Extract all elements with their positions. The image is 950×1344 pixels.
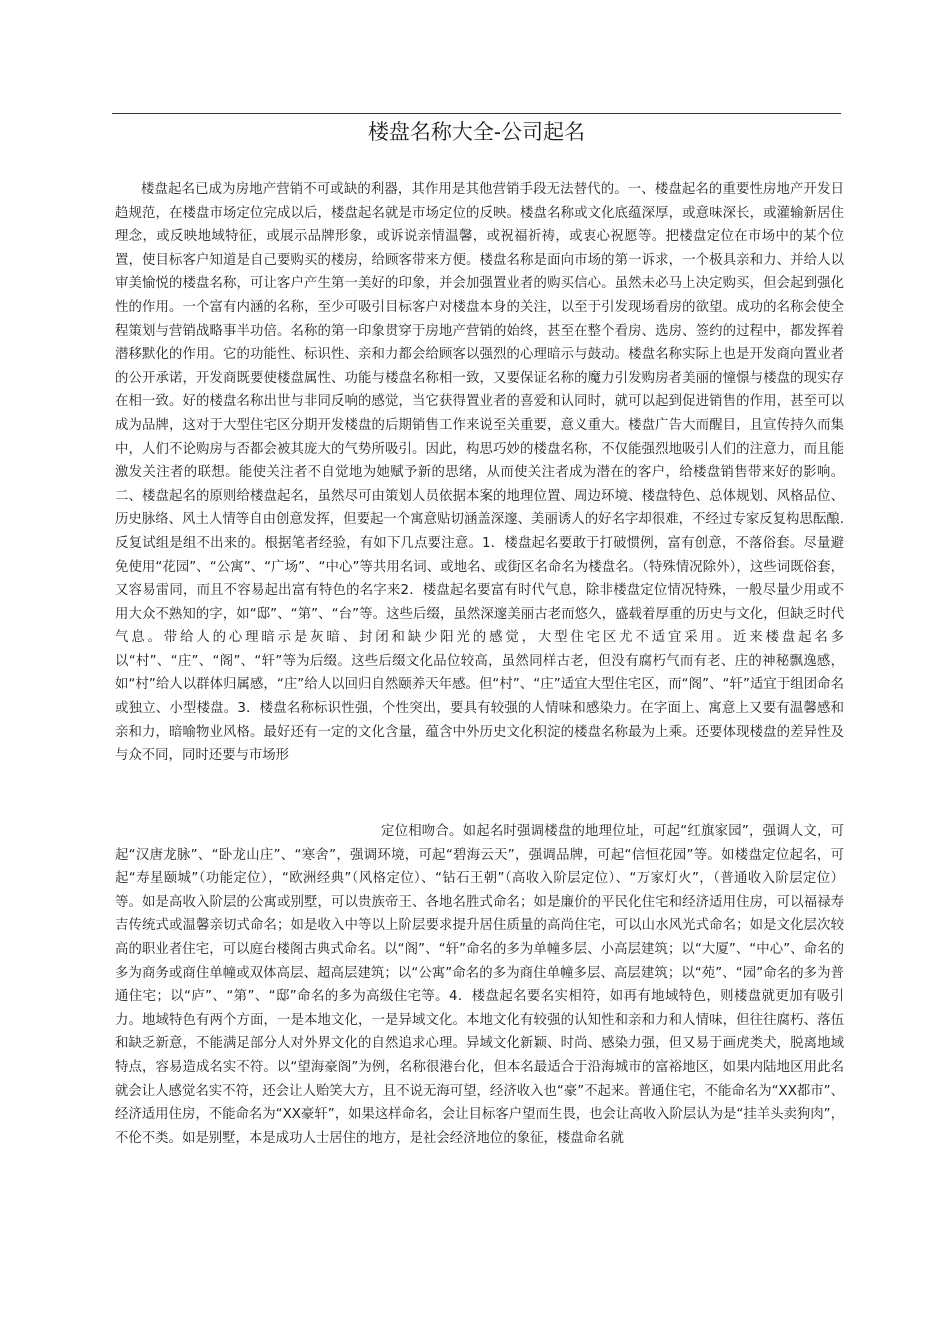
body-paragraph-1: 楼盘起名已成为房地产营销不可或缺的利器，其作用是其他营销手段无法替代的。一、楼盘起名的重要性房地产开发日趋规范，在楼盘市场定位完成以后，楼盘起名就是市场定位的反映。楼盘名称或文化底蕴深厚，或意味深长，或灌输新居住理念，或反映地域特征，或展示品牌形象，或诉说亲情温馨，或祝福祈祷，或衷心祝愿等。把楼盘定位在市场中的某个位置，使目标客户知道是自己要购买的楼房，给顾客带来方便。楼盘名称是面向市场的第一诉求，一个极具亲和力、并给人以审美愉悦的楼盘名称，可让客户产生第一美好的印象，并会加强置业者的购买信心。虽然未必马上决定购买，但会起到强化性的作用。一个富有内涵的名称，至少可吸引目标客户对楼盘本身的关注，以至于引发现场看房的欲望。成功的名称会使全程策划与营销战略事半功倍。名称的第一印象贯穿于房地产营销的始终，甚至在整个看房、选房、签约的过程中，都发挥着潜移默化的作用。它的功能性、标识性、亲和力都会给顾客以强烈的心理暗示与鼓动。楼盘名称实际上也是开发商向置业者的公开承诺，开发商既要使楼盘属性、功能与楼盘名称相一致，又要保证名称的魔力引发购房者美丽的憧憬与楼盘的现实存在相一致。好的楼盘名称出世与非同反响的感觉，当它获得置业者的喜爱和认同时，就可以起到促进销售的作用，甚至可以成为品牌，这对于大型住宅区分期开发楼盘的后期销售工作来说至关重要，意义重大。楼盘广告大而醒目，且宣传持久而集中，人们不论购房与否都会被其庞大的气势所吸引。因此，构思巧妙的楼盘名称，不仅能强烈地吸引人们的注意力，而且能激发关注者的联想。能使关注者不自觉地为她赋予新的思绪，从而使关注者成为潜在的客户，给楼盘销售带来好的影响。二、楼盘起名的原则给楼盘起名，虽然尽可由策划人员依据本案的地理位置、周边环境、楼盘特色、总体规划、风格品位、历史脉络、风土人情等自由创意发挥，但要起一个寓意贴切涵盖深邃、美丽诱人的好名字却很难，不经过专家反复构思酝酿.反复试组是组不出来的。根据笔者经验，有如下几点要注意。1．楼盘起名要敢于打破惯例，富有创意，不落俗套。尽量避免使用“花园”、“公寓”、“广场”、“中心”等共用名词、或地名、或街区名命名为楼盘名。（特殊情况除外），这些词既俗套，又容易雷同，而且不容易起出富有特色的名字来2．楼盘起名要富有时代气息，除非楼盘定位情况特殊，一般尽量少用或不用大众不熟知的字，如“邸”、“第”、“台”等。这些后缀，虽然深邃美丽古老而悠久，盛载着厚重的历史与文化，但缺乏时代气息。带给人的心理暗示是灰暗、封闭和缺少阳光的感觉，大型住宅区尤不适宜采用。近来楼盘起名多以“村”、“庄”、“阁”、“轩”等为后缀。这些后缀文化品位较高，虽然同样古老，但没有腐朽气而有老、庄的神秘飘逸感，如“村”给人以群体归属感，“庄”给人以回归自然颐养天年感。但“村”、“庄”适宜大型住宅区，而“阁”、“轩”适宜于组团命名或独立、小型楼盘。3．楼盘名称标识性强，个性突出，要具有较强的人情味和感染力。在字面上、寓意上又要有温馨感和亲和力，暗喻物业风格。最好还有一定的文化含量，蕴含中外历史文化积淀的楼盘名称最为上乘。还要体现楼盘的差异性及与众不同，同时还要与市场形: [115, 182, 844, 764]
header-rule: [112, 113, 841, 114]
body-paragraph-2: 定位相吻合。如起名时强调楼盘的地理位址，可起“红旗家园”，强调人文，可起“汉唐龙脉”、“卧龙山庄”、“寒舍”，强调环境，可起“碧海云天”，强调品牌，可起“信恒花园”等。如楼盘定位起名，可起“寿星颐城”（功能定位），“欧洲经典”（风格定位）、“钻石王朝”（高收入阶层定位）、“万家灯火”，（普通收入阶层定位）等。如是高收入阶层的公寓或别墅，可以贵族帝王、各地名胜式命名；如是廉价的平民化住宅和经济适用住房，可以福禄寿吉传统式或温馨亲切式命名；如是收入中等以上阶层要求提升居住质量的高尚住宅，可以山水风光式命名；如是文化层次较高的职业者住宅，可以庭台楼阁古典式命名。以“阁”、“轩”命名的多为单幢多层、小高层建筑；以“大厦”、“中心”、命名的多为商务或商住单幢或双体高层、超高层建筑；以“公寓”命名的多为商住单幢多层、高层建筑；以“苑”、“园”命名的多为普通住宅；以“庐”、“第”、“邸”命名的多为高级住宅等。4．楼盘起名要名实相符，如再有地域特色，则楼盘就更加有吸引力。地域特色有两个方面，一是本地文化，一是异域文化。本地文化有较强的认知性和亲和力和人情味，但往往腐朽、落伍和缺乏新意，不能满足部分人对外界文化的自然追求心理。异域文化新颖、时尚、感染力强，但又易于画虎类犬，脱离地域特点，容易造成名实不符。以“望海豪阁”为例，名称很港台化，但本名最适合于沿海城市的富裕地区，如果内陆地区用此名就会让人感觉名实不符，还会让人贻笑大方，且不说无海可望，经济收入也“豪”不起来。普通住宅，不能命名为“XX都市”、经济适用住房，不能命名为“XX豪轩”，如果这样命名，会让目标客户望而生畏，也会让高收入阶层认为是“挂羊头卖狗肉”，不伦不类。如是别墅，本是成功人士居住的地方，是社会经济地位的象征，楼盘命名就: [115, 824, 845, 1146]
document-title: 楼盘名称大全-公司起名: [367, 120, 586, 144]
